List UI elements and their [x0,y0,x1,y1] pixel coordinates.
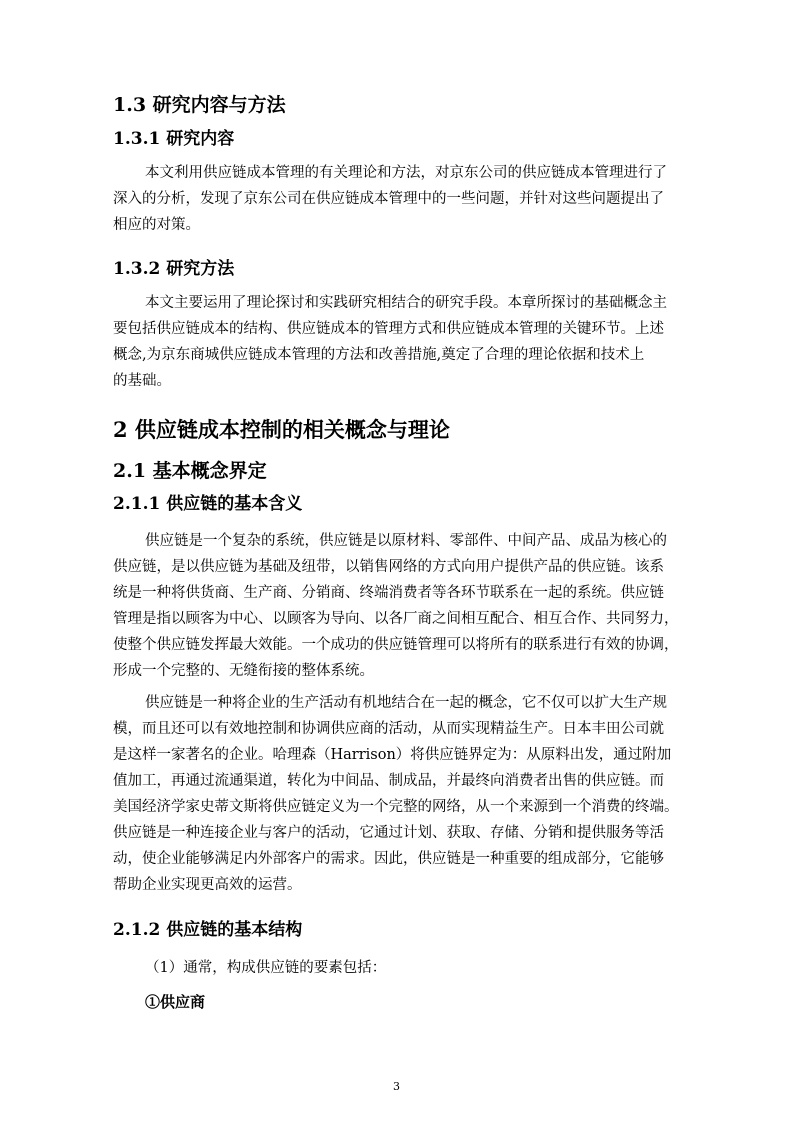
paragraph-line: 供应链，是以供应链为基础及纽带，以销售网络的方式向用户提供产品的供应链。该系 [113,559,664,575]
paragraph-line: 要包括供应链成本的结构、供应链成本的管理方式和供应链成本管理的关键环节。上述 [113,321,664,337]
paragraph-line: 供应链是一种连接企业与客户的活动，它通过计划、获取、存储、分销和提供服务等活 [113,825,664,841]
page-number: 3 [393,1080,400,1093]
section-heading-1-3-2: 1.3.2 研究方法 [113,259,235,279]
paragraph-line: 本文利用供应链成本管理的有关理论和方法，对京东公司的供应链成本管理进行了 [145,165,667,181]
paragraph-line: 使整个供应链发挥最大效能。一个成功的供应链管理可以将所有的联系进行有效的协调， [113,637,679,653]
paragraph-line: 供应链是一种将企业的生产活动有机地结合在一起的概念，它不仅可以扩大生产规 [145,695,667,711]
paragraph-line: 模，而且还可以有效地控制和协调供应商的活动，从而实现精益生产。日本丰田公司就 [113,721,664,737]
paragraph-line: 概念,为京东商城供应链成本管理的方法和改善措施,奠定了合理的理论依据和技术上 [113,347,645,363]
list-subitem-supplier: ①供应商 [145,993,206,1011]
paragraph-supply-chain-definition [113,528,688,684]
section-heading-2-1-2: 2.1.2 供应链的基本结构 [113,920,303,940]
paragraph-research-content [113,160,688,238]
paragraph-line: 形成一个完整的、无缝衔接的整体系统。 [113,663,374,679]
paragraph-line: 管理是指以顾客为中心、以顾客为导向、以各厂商之间相互配合、相互合作、共同努力， [113,611,679,627]
section-heading-1-3-1: 1.3.1 研究内容 [113,129,235,149]
paragraph-line: 深入的分析，发现了京东公司在供应链成本管理中的一些问题，并针对这些问题提出了 [113,191,664,207]
paragraph-line: 动，使企业能够满足内外部客户的需求。因此，供应链是一种重要的组成部分，它能够 [113,851,664,867]
paragraph-line: 统是一种将供货商、生产商、分销商、终端消费者等各环节联系在一起的系统。供应链 [113,585,664,601]
paragraph-line: 帮助企业实现更高效的运营。 [113,877,302,893]
paragraph-line: 相应的对策。 [113,217,200,233]
paragraph-line: 供应链是一个复杂的系统，供应链是以原材料、零部件、中间产品、成品为核心的 [145,533,667,549]
section-heading-1-3: 1.3 研究内容与方法 [113,94,286,116]
section-heading-2-1-1: 2.1.1 供应链的基本含义 [113,494,303,514]
list-item-elements: （1）通常，构成供应链的要素包括： [145,960,387,976]
paragraph-line: 美国经济学家史蒂文斯将供应链定义为一个完整的网络，从一个来源到一个消费的终端。 [113,799,679,815]
paragraph-line: 是这样一家著名的企业。哈理森（Harrison）将供应链界定为：从原料出发，通过附加 [113,747,672,763]
paragraph-line: 本文主要运用了理论探讨和实践研究相结合的研究手段。本章所探讨的基础概念主 [145,295,667,311]
section-heading-2-1: 2.1 基本概念界定 [113,460,267,482]
paragraph-line: 值加工，再通过流通渠道，转化为中间品、制成品，并最终向消费者出售的供应链。而 [113,773,664,789]
paragraph-line: 的基础。 [113,373,171,389]
paragraph-research-method [113,290,688,394]
paragraph-supply-chain-concept [113,690,688,898]
chapter-heading-2: 2 供应链成本控制的相关概念与理论 [113,417,450,442]
